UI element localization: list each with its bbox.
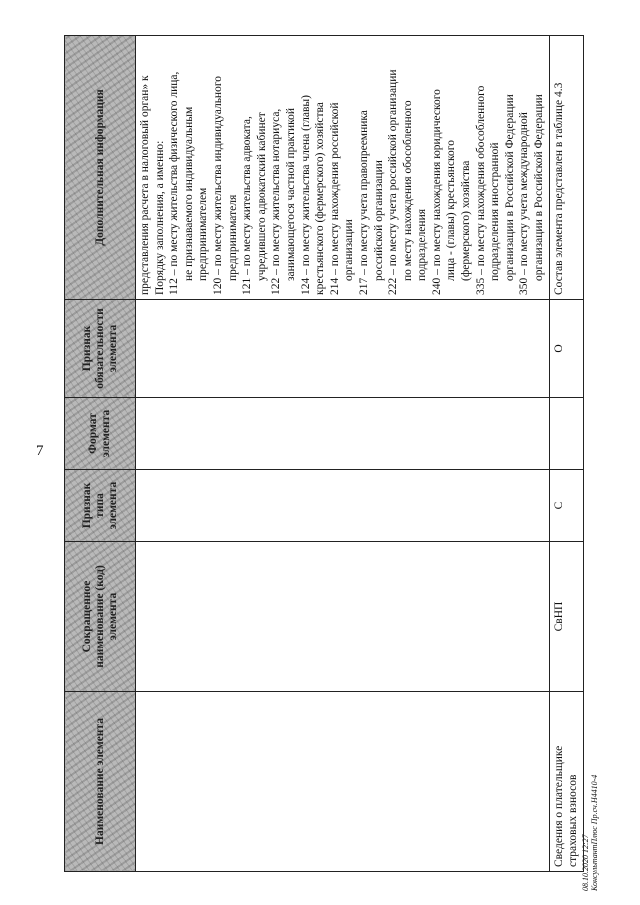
empty-cell (136, 692, 550, 872)
additional-info-cell: Состав элемента представлен в таблице 4.3 (549, 36, 583, 300)
info-line: учредившего адвокатский кабинет (255, 112, 268, 281)
page-number: 7 (36, 443, 44, 459)
stamp-source: КонсультантПлюс Пр.сч.Н4410-4 (590, 774, 599, 891)
element-spec-table (64, 35, 584, 872)
info-line: предпринимателем (197, 187, 210, 281)
element-name-cell: Сведения о плательщике страховых взносов (549, 692, 583, 872)
table-row (549, 36, 583, 872)
info-line: представления расчета в налоговый орган» к (139, 75, 151, 295)
info-line: крестьянского (фермерского) хозяйства (314, 102, 327, 295)
info-line: 121 – по месту жительства адвоката, (241, 116, 254, 295)
info-line: организации в Российской Федерации (533, 94, 546, 281)
info-line: лица - (главы) крестьянского (445, 140, 458, 281)
element-required-cell: О (549, 300, 583, 398)
info-line: организации в Российской Федерации (503, 94, 516, 281)
info-line: 217 – по месту учета правопреемника (357, 110, 370, 295)
empty-cell (136, 470, 550, 542)
info-line: 120 – по месту жительства индивидуального (211, 75, 224, 295)
header-element-required: Признак обязательности элемента (65, 300, 136, 398)
info-line: занимающегося частной практикой (284, 107, 297, 281)
info-line: 350 – по месту учета международной (518, 112, 531, 295)
table-row (136, 36, 550, 872)
info-line: 214 – по месту нахождения российской (328, 102, 341, 295)
empty-cell (136, 398, 550, 470)
info-line: не признаваемого индивидуальным (182, 106, 195, 281)
info-line: российской организации (372, 160, 385, 281)
header-element-name: Наименование элемента (65, 692, 136, 872)
info-line: 112 – по месту жительства физического лица, (168, 71, 181, 295)
header-element-code: Сокращенное наименование (код) элемента (65, 542, 136, 692)
element-format-cell (549, 398, 583, 470)
info-line: 335 – по месту нахождения обособленного (474, 85, 487, 295)
rotated-table-sheet (64, 36, 580, 872)
header-element-type: Признак типа элемента (65, 470, 136, 542)
table-header-row (65, 36, 136, 872)
info-line: подразделения (416, 208, 429, 281)
element-type-cell: С (549, 470, 583, 542)
info-line: (фермерского) хозяйства (460, 160, 473, 281)
info-line: 222 – по месту учета российской организации (387, 69, 400, 295)
info-line: 240 – по месту нахождения юридического (430, 89, 443, 295)
element-code-cell: СвНП (549, 542, 583, 692)
info-line: по месту нахождения обособленного (401, 100, 414, 281)
document-stamp (581, 760, 601, 900)
info-line: предпринимателя (226, 194, 239, 281)
header-element-format: Формат элемента (65, 398, 136, 470)
payment-place-codes (138, 40, 547, 295)
empty-cell (136, 300, 550, 398)
info-line: 122 – по месту жительства нотариуса, (270, 108, 283, 295)
info-line: подразделения иностранной (489, 142, 502, 281)
additional-info-cell (136, 36, 550, 300)
stamp-date: 08.10.2020 12:27 (581, 834, 590, 891)
info-line: 124 – по месту жительства члена (главы) (299, 95, 312, 295)
empty-cell (136, 542, 550, 692)
header-additional-info: Дополнительная информация (65, 36, 136, 300)
info-line: Порядку заполнения, а именно: (153, 140, 166, 295)
info-line: организации (343, 219, 356, 281)
